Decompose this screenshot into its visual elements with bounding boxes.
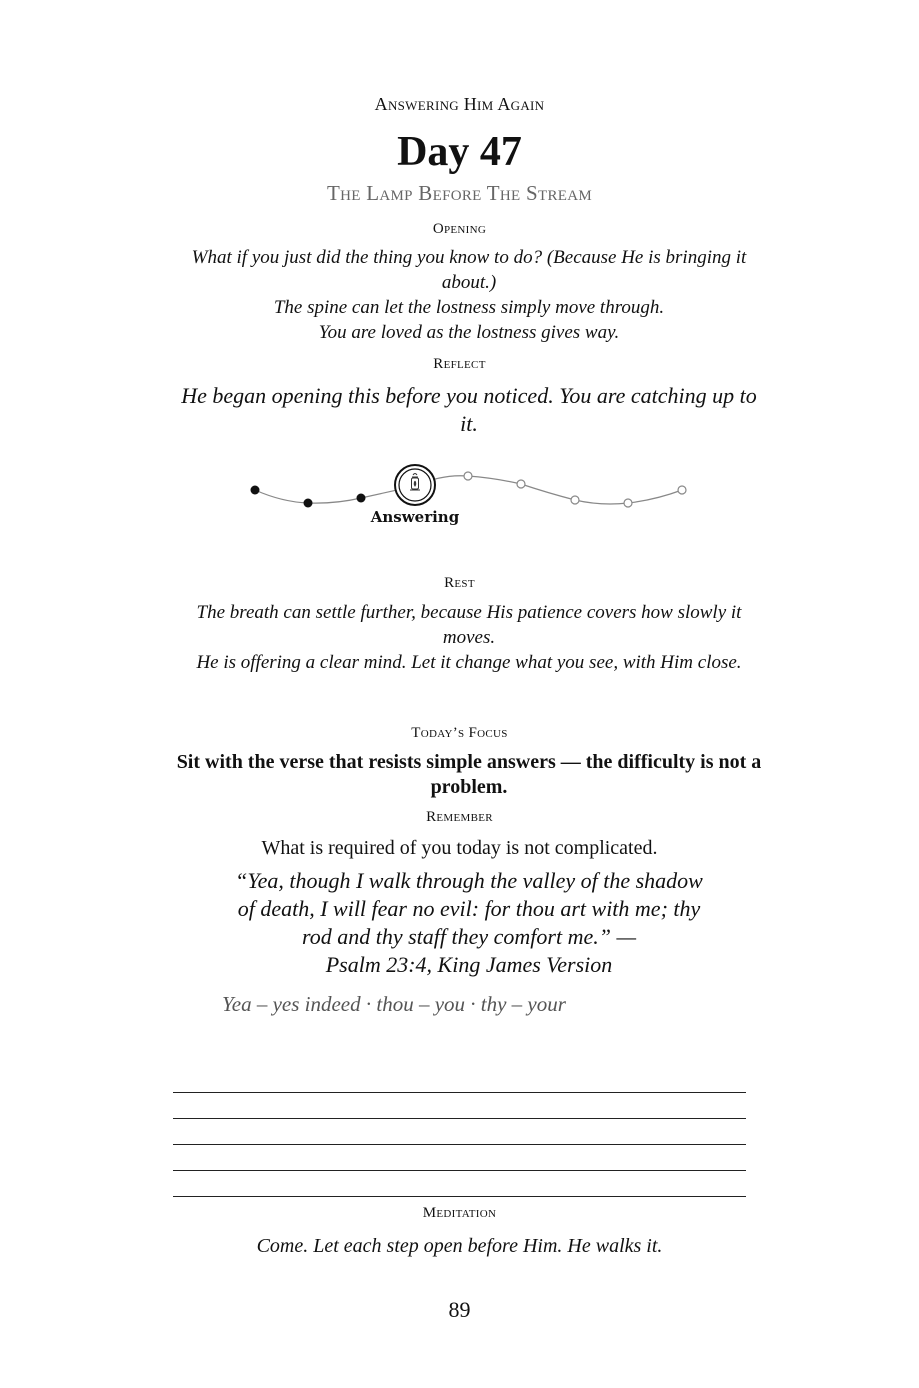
opening-text	[175, 245, 763, 345]
meditation-text: Come. Let each step open before Him. He walks it.	[256, 1235, 663, 1257]
day-subtitle: The Lamp Before The Stream	[326, 181, 593, 205]
verse-line: of death, I will fear no evil: for thou art with me; thy	[237, 896, 701, 921]
focus-label: Today’s Focus	[411, 725, 508, 741]
station-upcoming	[464, 472, 472, 480]
station-completed	[357, 494, 366, 503]
rest-line: The breath can settle further, because His patience covers how slowly it moves.	[196, 602, 742, 648]
verse-line: “Yea, though I walk through the valley of the shadow	[235, 868, 703, 893]
opening-line: You are loved as the lostness gives way.	[318, 322, 620, 343]
reflect-text: He began opening this before you noticed. You are catching up to it.	[181, 383, 757, 436]
station-upcoming	[571, 496, 579, 504]
journal-line[interactable]	[173, 1092, 746, 1093]
remember-label: Remember	[426, 809, 493, 825]
journal-line[interactable]	[173, 1170, 746, 1171]
station-upcoming	[678, 486, 686, 494]
station-completed	[251, 486, 260, 495]
rest-label: Rest	[444, 575, 475, 591]
rest-text	[175, 600, 763, 675]
verse-citation: Psalm 23:4, King James Version	[325, 952, 613, 977]
opening-label: Opening	[432, 221, 487, 237]
current-station-label: Answering	[370, 508, 460, 526]
remember-text: What is required of you today is not complicated.	[261, 837, 658, 859]
station-upcoming	[517, 480, 525, 488]
journal-line[interactable]	[173, 1144, 746, 1145]
opening-line: What if you just did the thing you know to do? (Because He is bringing it about.)	[191, 247, 747, 293]
journal-line[interactable]	[173, 1196, 746, 1197]
scripture-verse	[222, 867, 716, 979]
station-completed	[304, 499, 313, 508]
opening-line: The spine can let the lostness simply move through.	[273, 297, 665, 318]
series-title: Answering Him Again	[374, 94, 545, 114]
word-gloss: Yea – yes indeed · thou – you · thy – your	[222, 992, 566, 1016]
verse-line: rod and thy staff they comfort me.” —	[301, 924, 637, 949]
station-upcoming	[624, 499, 632, 507]
page-number: 89	[448, 1297, 471, 1322]
day-title: Day 47	[397, 129, 522, 175]
focus-text: Sit with the verse that resists simple answers — the difficulty is not a problem.	[176, 751, 762, 798]
reflect-label: Reflect	[433, 356, 486, 372]
station-current	[395, 465, 435, 505]
meditation-label: Meditation	[422, 1205, 497, 1221]
rest-line: He is offering a clear mind. Let it change what you see, with Him close.	[196, 652, 742, 673]
journal-line[interactable]	[173, 1118, 746, 1119]
